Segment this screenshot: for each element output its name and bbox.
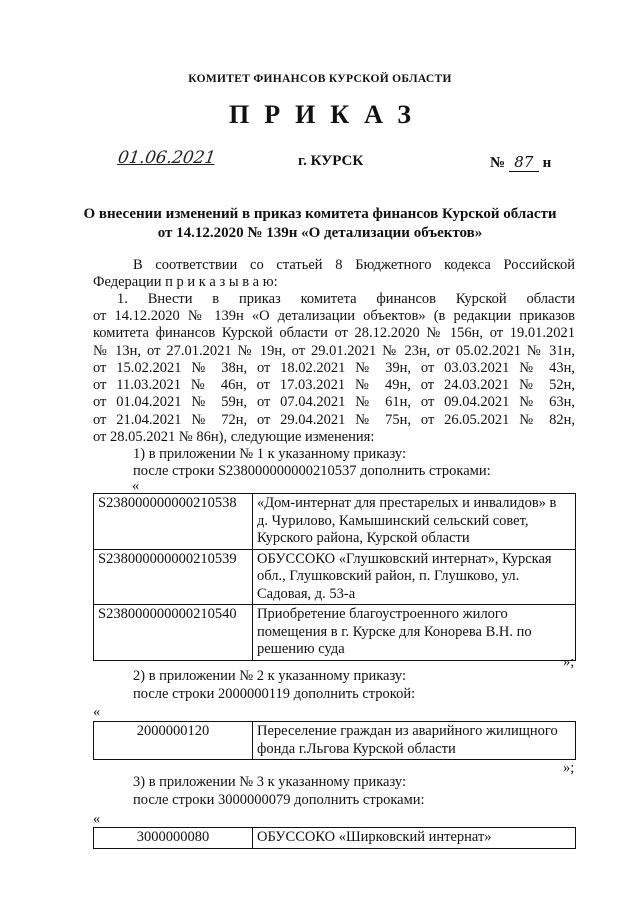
open-quote: « <box>132 478 140 494</box>
code-cell: S238000000000210540 <box>94 605 253 661</box>
paragraph-line: от 15.02.2021 № 38н, от 18.02.2021 № 39н, от 03.03.2021 № 43н, <box>93 360 575 376</box>
close-quote: »; <box>563 760 575 776</box>
subject-line: О внесении изменений в приказ комитета финансов Курской области <box>83 206 557 222</box>
paragraph-line: № 13н, от 27.01.2021 № 19н, от 29.01.2021 № 23н, от 05.02.2021 № 31н, <box>93 343 575 359</box>
number-sign: № <box>490 155 506 171</box>
cell-line: Приобретение благоустроенного жилого <box>257 606 508 622</box>
table-appendix-1 <box>93 493 576 661</box>
close-quote: »; <box>563 654 575 670</box>
cell-line: помещения в г. Курске для Конорева В.Н. по <box>257 623 532 640</box>
cell-line: обл., Глушковский район, п. Глушково, ул. <box>257 568 520 584</box>
paragraph-line: комитета финансов Курской области от 28.12.2020 № 156н, от 19.01.2021 <box>93 325 575 341</box>
order-number-block <box>490 153 551 172</box>
table-appendix-3 <box>93 827 576 849</box>
table-row <box>94 605 576 661</box>
name-cell <box>253 828 576 849</box>
cell-line: Переселение граждан из аварийного жилищного <box>257 723 558 739</box>
order-subject <box>0 205 640 243</box>
subject-line: от 14.12.2020 № 139н «О детализации объектов» <box>157 225 483 241</box>
paragraph-line: после строки S238000000000210537 дополнить строками: <box>133 463 491 479</box>
paragraph-line: 1) в приложении № 1 к указанному приказу: <box>133 446 407 462</box>
paragraph-line: от 01.04.2021 № 59н, от 07.04.2021 № 61н, от 09.04.2021 № 63н, <box>93 394 575 410</box>
paragraph-line: 2) в приложении № 2 к указанному приказу: <box>133 668 407 684</box>
cell-line: фонда г.Льгова Курской области <box>257 740 456 757</box>
open-quote: « <box>93 704 101 720</box>
table-row <box>94 828 576 849</box>
cell-line: Курского района, Курской области <box>257 530 470 546</box>
open-quote: « <box>93 811 101 827</box>
number-suffix: н <box>542 155 552 171</box>
cell-line: ОБУССОКО «Глушковский интернат», Курская <box>257 550 552 567</box>
cell-line: «Дом-интернат для престарелых и инвалидов» в <box>257 495 557 511</box>
name-cell <box>253 494 576 550</box>
paragraph-line: В соответствии со статьей 8 Бюджетного кодекса Российской <box>133 257 575 273</box>
document-title: ПРИКАЗ <box>228 100 427 129</box>
paragraph-line: Федерации п р и к а з ы в а ю: <box>93 274 278 290</box>
cell-line: д. Чурилово, Камышинский сельский совет, <box>257 512 529 529</box>
code-cell: 2000000120 <box>94 722 253 760</box>
order-number: 87 <box>509 153 539 172</box>
paragraph-line: 1. Внести в приказ комитета финансов Курской области <box>117 291 575 307</box>
order-city: г. КУРСК <box>298 153 364 169</box>
code-cell: 3000000080 <box>94 828 253 849</box>
paragraph-line: от 28.05.2021 № 86н), следующие изменения: <box>93 429 375 445</box>
paragraph-line: после строки 3000000079 дополнить строками: <box>133 792 425 808</box>
order-date: 01.06.2021 <box>116 148 217 168</box>
cell-line: ОБУССОКО «Ширковский интернат» <box>257 829 492 845</box>
cell-line: решению суда <box>257 641 345 657</box>
name-cell <box>253 605 576 661</box>
table-row <box>94 494 576 550</box>
table-appendix-2 <box>93 721 576 760</box>
paragraph-line: от 14.12.2020 № 139н «О детализации объектов» (в редакции приказов <box>93 308 575 324</box>
code-cell: S238000000000210539 <box>94 549 253 605</box>
table-row <box>94 549 576 605</box>
paragraph-line: от 21.04.2021 № 72н, от 29.04.2021 № 75н, от 26.05.2021 № 82н, <box>93 412 575 428</box>
paragraph-line: после строки 2000000119 дополнить строкой: <box>133 686 416 702</box>
committee-name: КОМИТЕТ ФИНАНСОВ КУРСКОЙ ОБЛАСТИ <box>188 73 452 85</box>
paragraph-line: от 11.03.2021 № 46н, от 17.03.2021 № 49н, от 24.03.2021 № 52н, <box>93 377 575 393</box>
name-cell <box>253 549 576 605</box>
code-cell: S238000000000210538 <box>94 494 253 550</box>
cell-line: Садовая, д. 53-а <box>257 585 356 602</box>
paragraph-line: 3) в приложении № 3 к указанному приказу: <box>133 774 407 790</box>
name-cell <box>253 722 576 760</box>
table-row <box>94 722 576 760</box>
